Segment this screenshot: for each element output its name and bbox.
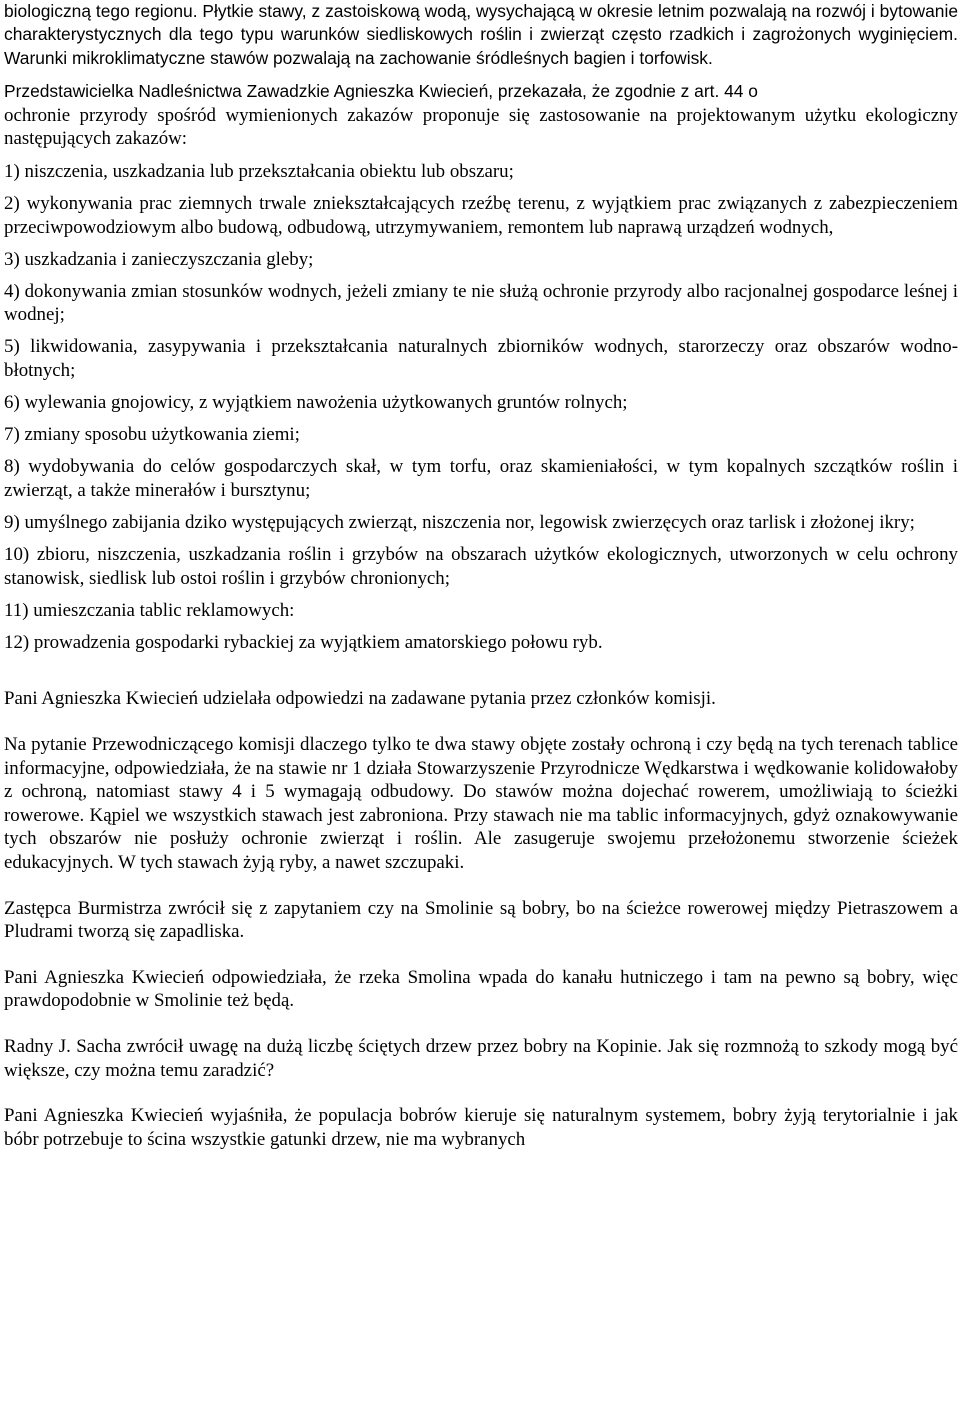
list-item: 1) niszczenia, uszkadzania lub przekształcania obiektu lub obszaru; [4, 160, 514, 182]
answers-paragraph: Pani Agnieszka Kwiecień udzielała odpowiedzi na zadawane pytania przez członków komisji. [4, 688, 716, 710]
list-item: 2) wykonywania prac ziemnych trwale zniekształcających rzeźbę terenu, z wyjątkiem prac związanych z zabezpieczeniem przeciwpowodziowym albo budową, odbudową, utrzymywaniem, remontem lub naprawą urządzeń wodnych, [4, 192, 958, 238]
prohibitions-intro-paragraph: ochronie przyrody spośród wymienionych zakazów proponuje się zastosowanie na projektowanym użytku ekologiczny następujących zakazów: [4, 104, 958, 150]
list-item: 7) zmiany sposobu użytkowania ziemi; [4, 424, 300, 446]
list-item: 4) dokonywania zmian stosunków wodnych, jeżeli zmiany te nie służą ochronie przyrody albo racjonalnej gospodarce leśnej i wodnej; [4, 280, 958, 326]
list-item: 10) zbioru, niszczenia, uszkadzania roślin i grzybów na obszarach użytków ekologicznych, utworzonych w celu ochrony stanowisk, siedlisk lub ostoi roślin i grzybów chronionych; [4, 544, 958, 589]
prohibitions-list [4, 160, 958, 655]
list-item: 3) uszkadzania i zanieczyszczania gleby; [4, 248, 314, 270]
list-item: 12) prowadzenia gospodarki rybackiej za wyjątkiem amatorskiego połowu ryb. [4, 631, 603, 653]
intro-paragraph: biologiczną tego regionu. Płytkie stawy, z zastoiskową wodą, wysychającą w okresie letnim pozwalają na rozwój i bytowanie charakterystycznych dla tego typu warunków siedliskowych roślin i zwierząt często rzadkich i zagrożonych wyginięciem. Warunki mikroklimatyczne stawów pozwalają na zachowanie śródleśnych bagien i torfowisk. [4, 1, 958, 68]
list-item: 5) likwidowania, zasypywania i przekształcania naturalnych zbiorników wodnych, starorzeczy oraz obszarów wodno-błotnych; [4, 336, 958, 381]
list-item: 8) wydobywania do celów gospodarczych skał, w tym torfu, oraz skamieniałości, w tym kopalnych szczątków roślin i zwierząt, a także minerałów i bursztynu; [4, 456, 958, 501]
chairman-question-paragraph: Na pytanie Przewodniczącego komisji dlaczego tylko te dwa stawy objęte zostały ochroną i czy będą na tych terenach tablice informacyjne, odpowiedziała, że na stawie nr 1 działa Stowarzyszenie Przyrodnicze Wędkarstwa i wędkowanie kolidowałoby z ochroną, natomiast stawy 4 i 5 wymagają odbudowy. Do stawów można dojechać rowerem, umożliwiają to ścieżki rowerowe. Kąpiel we wszystkich stawach jest zabroniona. Przy stawach nie ma tablic informacyjnych, gdyż oznakowywanie tych obszarów nie posłuży ochronie zwierząt i roślin. Ale zasugeruje swojemu przełożonemu stworzenie ścieżek edukacyjnych. W tych stawach żyją ryby, a nawet szczupaki. [4, 734, 958, 873]
deputy-mayor-question-paragraph: Zastępca Burmistrza zwrócił się z zapytaniem czy na Smolinie są bobry, bo na ścieżce rowerowej między Pietraszowem a Pludrami tworzą się zapadliska. [4, 897, 958, 943]
list-item: 11) umieszczania tablic reklamowych: [4, 599, 295, 621]
list-item: 9) umyślnego zabijania dziko występujących zwierząt, niszczenia nor, legowisk zwierzęcych oraz tarlisk i złożonej ikry; [4, 511, 915, 533]
list-item: 6) wylewania gnojowicy, z wyjątkiem nawożenia użytkowanych gruntów rolnych; [4, 392, 628, 414]
population-explanation-paragraph: Pani Agnieszka Kwiecień wyjaśniła, że populacja bobrów kieruje się naturalnym systemem, bobry żyją terytorialnie i jak bóbr potrzebuje to ścina wszystkie gatunki drzew, nie ma wybranych [4, 1105, 958, 1150]
councillor-question-paragraph: Radny J. Sacha zwrócił uwagę na dużą liczbę ściętych drzew przez bobry na Kopinie. Jak się rozmnożą to szkody mogą być większe, czy można temu zaradzić? [4, 1035, 958, 1081]
forestry-representative-paragraph: Przedstawicielka Nadleśnictwa Zawadzkie Agnieszka Kwiecień, przekazała, że zgodnie z art. 44 o [4, 81, 758, 102]
beavers-answer-paragraph: Pani Agnieszka Kwiecień odpowiedziała, że rzeka Smolina wpada do kanału hutniczego i tam na pewno są bobry, więc prawdopodobnie w Smolinie też będą. [4, 966, 958, 1012]
